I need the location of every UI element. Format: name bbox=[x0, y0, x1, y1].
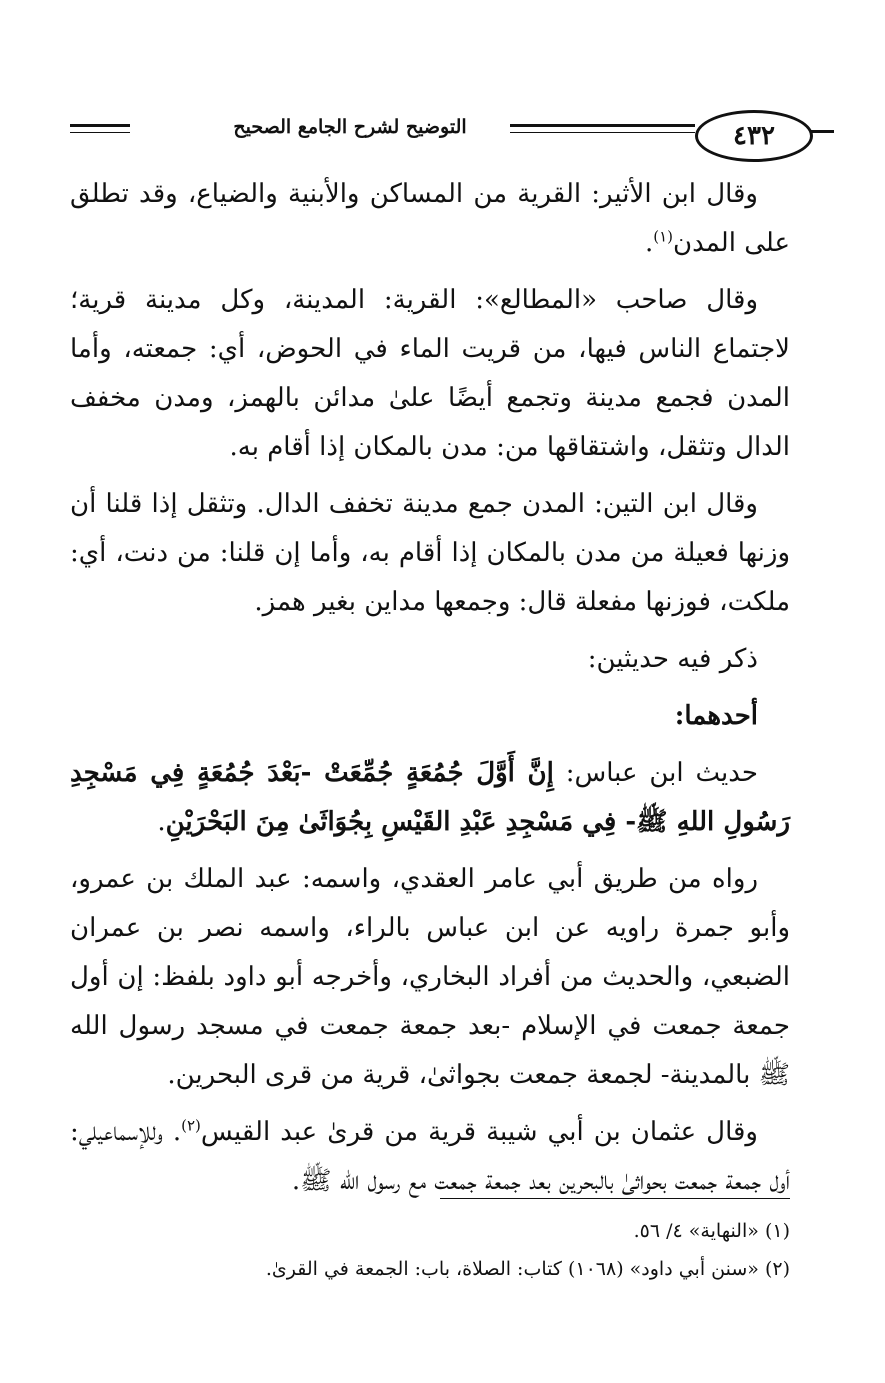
footnote-2 bbox=[70, 1250, 790, 1288]
header-rule-right bbox=[810, 130, 834, 133]
paragraph-text: حديث ابن عباس: bbox=[553, 758, 759, 788]
footnote-marker: (٢) bbox=[181, 1116, 201, 1135]
paragraph-text: . bbox=[157, 807, 166, 837]
section-label-first: أحدهما: bbox=[674, 701, 758, 731]
paragraph-text: . وللإسماعيلي: أول جمعة جمعت بحواثىٰ بالبحرين بعد جمعة جمعت مع رسول الله ﷺ. bbox=[70, 1117, 790, 1196]
paragraph-hadith-ibn-abbas bbox=[70, 749, 790, 847]
page-number: ٤٣٢ bbox=[695, 110, 813, 162]
footnote-1 bbox=[70, 1212, 790, 1250]
paragraph-narration: رواه من طريق أبي عامر العقدي، واسمه: عبد الملك بن عمرو، وأبو جمرة راويه عن ابن عباس بالراء، واسمه نصر بن عمران الضبعي، والحديث من أفراد البخاري، وأخرجه أبو داود بلفظ: إن أول جمعة جمعت في الإسلام -بعد جمعة جمعت في مسجد رسول الله ﷺ بالمدينة- لجمعة جمعت بجواثىٰ، قرية من قرى البحرين. bbox=[70, 864, 790, 1090]
footnote-text: «النهاية» ٤/ ٥٦. bbox=[633, 1220, 759, 1242]
footnote-text: «سنن أبي داود» (١٠٦٨) كتاب: الصلاة، باب: الجمعة في القرىٰ. bbox=[265, 1258, 759, 1280]
paragraph-ibn-tin: وقال ابن التين: المدن جمع مدينة تخفف الدال. وتثقل إذا قلنا أن وزنها فعيلة من مدن بالمكان إذا أقام به، وأما إن قلنا: من دنت، أي: ملكت، فوزنها مفعلة قال: وجمعها مداين بغير همز. bbox=[70, 489, 790, 617]
footnote-rule bbox=[440, 1198, 790, 1199]
paragraph-text: وقال ابن الأثير: القرية من المساكن والأبنية والضياع، وقد تطلق على المدن bbox=[70, 179, 790, 258]
paragraph-ibn-athir bbox=[70, 170, 790, 268]
running-title: التوضيح لشرح الجامع الصحيح bbox=[190, 116, 510, 138]
paragraph-uthman bbox=[70, 1108, 790, 1206]
footnote-number: (٢) bbox=[764, 1258, 790, 1280]
footnotes bbox=[70, 1212, 790, 1288]
body-text bbox=[70, 170, 790, 1214]
header-rule-left bbox=[70, 124, 130, 127]
paragraph-two-hadiths: ذكر فيه حديثين: bbox=[587, 644, 758, 674]
paragraph-text: . bbox=[644, 228, 654, 258]
footnote-number: (١) bbox=[764, 1220, 790, 1242]
paragraph-text: وقال عثمان بن أبي شيبة قرية من قرىٰ عبد القيس bbox=[200, 1117, 758, 1147]
hadith-text: إِنَّ أَوَّلَ جُمُعَةٍ جُمِّعَتْ -بَعْدَ جُمُعَةٍ فِي مَسْجِدِ رَسُولِ اللهِ ﷺ- فِي مَسْجِدِ عَبْدِ القَيْسِ بِجُوَاثَىٰ مِنَ البَحْرَيْنِ bbox=[70, 758, 790, 837]
header-rule-left-thin bbox=[70, 132, 130, 133]
footnote-marker: (١) bbox=[653, 227, 674, 246]
page-header bbox=[70, 110, 810, 160]
paragraph-matali: وقال صاحب «المطالع»: القرية: المدينة، وكل مدينة قرية؛ لاجتماع الناس فيها، من قريت الماء في الحوض، أي: جمعته، وأما المدن فجمع مدينة وتجمع أيضًا علىٰ مدائن بالهمز، ومدن مخفف الدال وتثقل، واشتقاقها من: مدن بالمكان إذا أقام به. bbox=[70, 285, 790, 462]
